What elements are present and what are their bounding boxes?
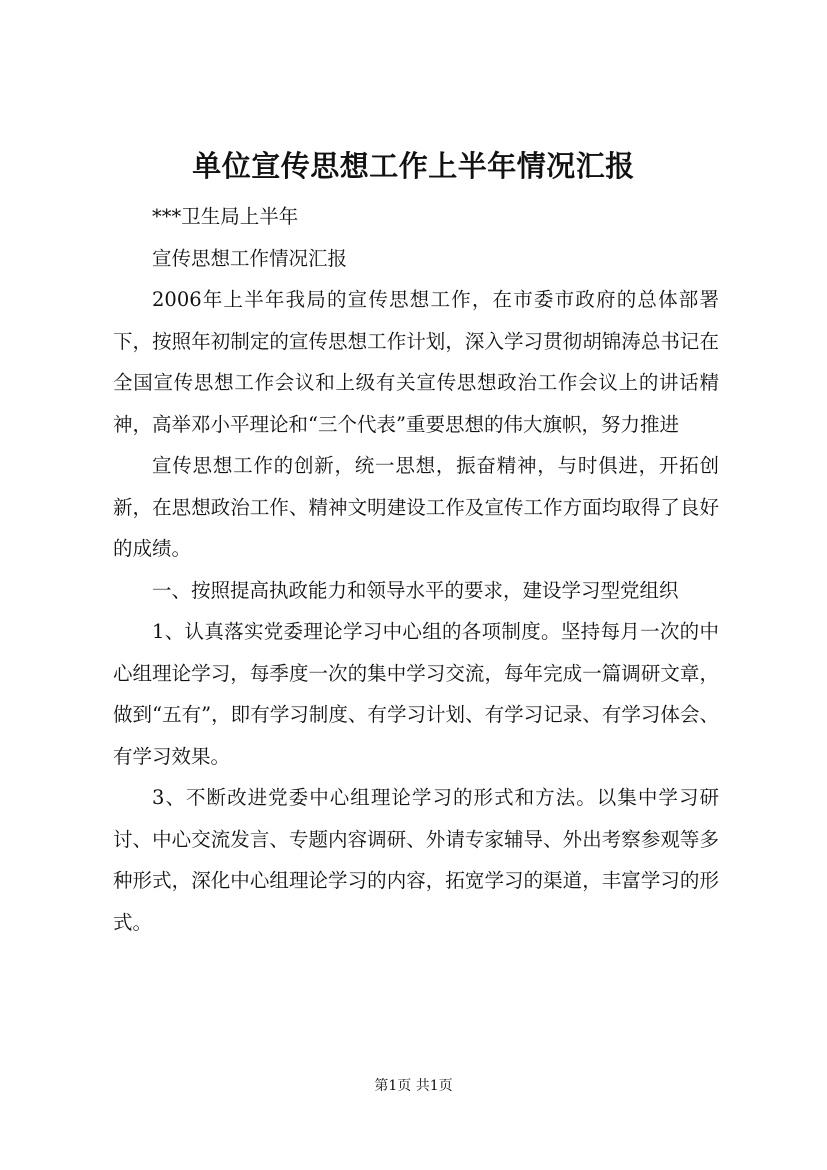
paragraph-item-3: 3、不断改进党委中心组理论学习的形式和方法。以集中学习研讨、中心交流发言、专题内容调研、外请专家辅导、外出考察参观等多种形式，深化中心组理论学习的内容，拓宽学习的渠道，丰富学习的形式。 — [113, 786, 719, 934]
section-heading-1: 一、按照提高执政能力和领导水平的要求，建设学习型党组织 — [152, 578, 679, 602]
paragraph-subtitle-2: 宣传思想工作情况汇报 — [152, 246, 348, 270]
document-title: 单位宣传思想工作上半年情况汇报 — [192, 149, 635, 183]
paragraph-subtitle-1: ***卫生局上半年 — [152, 205, 299, 228]
page-footer: 第1页 共1页 — [374, 1078, 453, 1094]
document-body — [113, 196, 719, 943]
paragraph-intro: 2006年上半年我局的宣传思想工作，在市委市政府的总体部署下，按照年初制定的宣传思想工作计划，深入学习贯彻胡锦涛总书记在全国宣传思想工作会议和上级有关宣传思想政治工作会议上的讲话精神，高举邓小平理论和“三个代表”重要思想的伟大旗帜，努力推进 — [113, 288, 719, 436]
paragraph-intro-continued: 宣传思想工作的创新，统一思想，振奋精神，与时俱进，开拓创新，在思想政治工作、精神文明建设工作及宣传工作方面均取得了良好的成绩。 — [113, 454, 719, 560]
paragraph-item-1: 1、认真落实党委理论学习中心组的各项制度。坚持每月一次的中心组理论学习，每季度一次的集中学习交流，每年完成一篇调研文章，做到“五有”，即有学习制度、有学习计划、有学习记录、有学习体会、有学习效果。 — [113, 620, 719, 768]
